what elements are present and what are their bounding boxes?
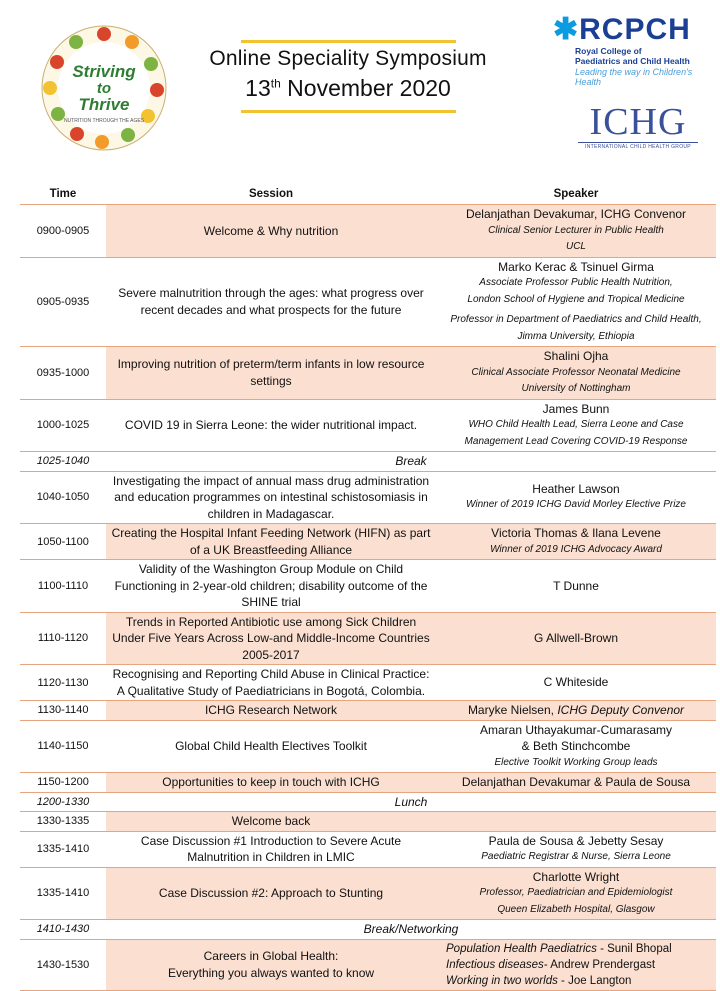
time-cell: 0905-0935 — [20, 257, 106, 347]
time-cell: 1100-1110 — [20, 560, 106, 613]
table-row — [20, 524, 716, 560]
logo-ring-text: NUTRITION THROUGH THE AGES — [63, 118, 145, 124]
session-cell: Case Discussion #2: Approach to Stunting — [106, 867, 436, 920]
speaker-role: University of Nottingham — [521, 383, 631, 394]
event-date — [178, 75, 518, 102]
agenda-body — [20, 205, 716, 991]
careers-item — [440, 973, 712, 989]
logo-word-3: Thrive — [78, 95, 130, 114]
title-bottom-rule — [241, 110, 456, 113]
speaker-name: Maryke Nielsen, ICHG Deputy Convenor — [467, 703, 685, 717]
ichg-wordmark: ICHG — [578, 102, 698, 143]
speaker-role: Winner of 2019 ICHG David Morley Elective Prize — [466, 499, 686, 511]
speaker-role: Queen Elizabeth Hospital, Glasgow — [497, 903, 655, 915]
careers-person: - Sunil Bhopal — [596, 942, 672, 955]
session-line: Everything you always wanted to know — [167, 965, 375, 980]
careers-item — [440, 957, 712, 973]
session-cell: Trends in Reported Antibiotic use among Sick Children Under Five Years Across Low-and Middle-Income Countries 2005-2017 — [106, 612, 436, 665]
table-row — [20, 701, 716, 721]
ichg-logo — [578, 102, 698, 150]
speaker-cell — [436, 720, 716, 773]
break-label: Break/Networking — [106, 920, 716, 940]
session-cell: Creating the Hospital Infant Feeding Network (HIFN) as part of a UK Breastfeeding Alliance — [106, 524, 436, 560]
logo-word-2: to — [96, 80, 112, 97]
break-label: Break — [106, 452, 716, 472]
session-cell: Case Discussion #1 Introduction to Severe Acute Malnutrition in Children in LMIC — [106, 831, 436, 867]
time-cell: 1335-1410 — [20, 867, 106, 920]
speaker-name: & Beth Stinchcombe — [521, 739, 631, 753]
speaker-name: Delanjathan Devakumar & Paula de Sousa — [461, 775, 691, 789]
speaker-role: Professor, Paediatrician and Epidemiologist — [479, 887, 673, 898]
session-cell: ICHG Research Network — [106, 701, 436, 721]
speaker-name: T Dunne — [553, 578, 599, 593]
speaker-cell — [436, 471, 716, 524]
session-cell: Improving nutrition of preterm/term infants in low resource settings — [106, 347, 436, 400]
ichg-org: INTERNATIONAL CHILD HEALTH GROUP — [585, 144, 691, 150]
speaker-name: Heather Lawson — [532, 481, 620, 496]
speaker-cell — [436, 560, 716, 613]
speaker-name: Shalini Ojha — [543, 349, 609, 363]
table-row — [20, 720, 716, 773]
time-cell: 1410-1430 — [20, 920, 106, 940]
speaker-cell — [436, 257, 716, 347]
speaker-name: G Allwell-Brown — [533, 631, 619, 645]
time-cell: 1025-1040 — [20, 452, 106, 472]
date-suffix: th — [270, 76, 281, 91]
table-row — [20, 205, 716, 258]
break-row — [20, 920, 716, 940]
speaker-role: Clinical Senior Lecturer in Public Health — [488, 224, 664, 236]
rcpch-org-line1: Royal College of — [575, 46, 642, 56]
break-row — [20, 452, 716, 472]
agenda-table — [20, 183, 716, 991]
speaker-cell — [436, 701, 716, 721]
rcpch-org-line2: Paediatrics and Child Health — [575, 56, 690, 66]
time-cell: 0900-0905 — [20, 205, 106, 258]
break-row — [20, 792, 716, 812]
rcpch-figure-icon: ✱ — [553, 13, 580, 46]
session-cell: Global Child Health Electives Toolkit — [106, 720, 436, 773]
table-row — [20, 471, 716, 524]
speaker-role: UCL — [565, 241, 586, 252]
careers-topic: Infectious diseases — [446, 958, 544, 971]
speaker-cell — [436, 831, 716, 867]
careers-topic: Population Health Paediatrics — [446, 942, 597, 955]
speaker-name: Amaran Uthayakumar-Cumarasamy — [479, 722, 673, 737]
table-header-row — [20, 183, 716, 205]
table-row — [20, 347, 716, 400]
speaker-cell — [436, 399, 716, 452]
date-day: 13 — [245, 75, 271, 101]
speaker-role: Clinical Associate Professor Neonatal Medicine — [471, 366, 681, 378]
session-cell: Welcome back — [106, 812, 436, 832]
break-label: Lunch — [106, 792, 716, 812]
speaker-cell — [436, 205, 716, 258]
session-cell — [106, 939, 436, 990]
speaker-role: Elective Toolkit Working Group leads — [494, 756, 658, 768]
time-cell: 1120-1130 — [20, 665, 106, 701]
speaker-cell — [436, 773, 716, 793]
session-cell: COVID 19 in Sierra Leone: the wider nutritional impact. — [106, 399, 436, 452]
time-cell: 0935-1000 — [20, 347, 106, 400]
time-cell: 1335-1410 — [20, 831, 106, 867]
time-cell: 1200-1330 — [20, 792, 106, 812]
table-row — [20, 939, 716, 990]
date-rest: November 2020 — [287, 75, 451, 101]
speaker-cell — [436, 867, 716, 920]
striving-to-thrive-logo — [40, 24, 168, 152]
speaker-role: Professor in Department of Paediatrics and Child Health, Jimma University, Ethiopia — [450, 314, 702, 342]
time-cell: 1430-1530 — [20, 939, 106, 990]
title-top-rule — [241, 40, 456, 43]
careers-topic: Working in two worlds — [446, 974, 558, 987]
session-line: Careers in Global Health: — [203, 949, 339, 963]
table-row — [20, 560, 716, 613]
table-row — [20, 665, 716, 701]
table-row — [20, 867, 716, 920]
time-cell: 1130-1140 — [20, 701, 106, 721]
speaker-cell — [436, 665, 716, 701]
speaker-name: Charlotte Wright — [532, 869, 620, 884]
col-time: Time — [20, 183, 106, 205]
rcpch-wordmark: RCPCH — [579, 13, 691, 46]
speaker-role-inline: ICHG Deputy Convenor — [557, 703, 685, 717]
speaker-role: London School of Hygiene and Tropical Medicine — [467, 293, 685, 305]
title-block — [178, 40, 518, 113]
page-title: Online Speciality Symposium — [209, 47, 487, 70]
table-row — [20, 399, 716, 452]
session-cell: Severe malnutrition through the ages: what progress over recent decades and what prospects for the future — [106, 257, 436, 347]
speaker-role: Paediatric Registrar & Nurse, Sierra Leone — [481, 851, 671, 862]
time-cell: 1140-1150 — [20, 720, 106, 773]
speaker-name: Delanjathan Devakumar, ICHG Convenor — [465, 207, 687, 221]
time-cell: 1050-1100 — [20, 524, 106, 560]
logo-word-1: Striving — [72, 62, 136, 81]
rcpch-logo — [553, 14, 718, 87]
time-cell: 1040-1050 — [20, 471, 106, 524]
careers-person: - Joe Langton — [557, 974, 632, 987]
table-row — [20, 831, 716, 867]
speaker-name: James Bunn — [542, 401, 610, 416]
session-cell: Investigating the impact of annual mass drug administration and education programmes on intestinal schistosomiasis in children in Madagascar. — [106, 471, 436, 524]
col-speaker: Speaker — [436, 183, 716, 205]
session-cell: Validity of the Washington Group Module on Child Functioning in 2-year-old children; disability outcome of the SHINE trial — [106, 560, 436, 613]
col-session: Session — [106, 183, 436, 205]
speaker-name: Marko Kerac & Tsinuel Girma — [498, 259, 654, 274]
speaker-cell — [436, 347, 716, 400]
speaker-cell — [436, 812, 716, 832]
time-cell: 1000-1025 — [20, 399, 106, 452]
careers-person: - Andrew Prendergast — [543, 958, 656, 971]
time-cell: 1150-1200 — [20, 773, 106, 793]
table-row — [20, 257, 716, 347]
careers-item — [440, 941, 712, 957]
speaker-role: Associate Professor Public Health Nutrition, — [479, 277, 673, 288]
table-row — [20, 773, 716, 793]
session-cell: Recognising and Reporting Child Abuse in Clinical Practice: A Qualitative Study of Paediatricians in Bogotá, Colombia. — [106, 665, 436, 701]
rcpch-tagline: Leading the way in Children's Health — [575, 67, 693, 87]
speaker-cell — [436, 524, 716, 560]
session-cell: Welcome & Why nutrition — [106, 205, 436, 258]
session-cell: Opportunities to keep in touch with ICHG — [106, 773, 436, 793]
speaker-cell — [436, 939, 716, 990]
table-row — [20, 812, 716, 832]
table-row — [20, 612, 716, 665]
speaker-role: WHO Child Health Lead, Sierra Leone and Case Management Lead Covering COVID-19 Response — [464, 419, 688, 447]
speaker-name: Victoria Thomas & Ilana Levene — [491, 526, 661, 540]
speaker-name: Paula de Sousa & Jebetty Sesay — [488, 833, 664, 848]
speaker-name: C Whiteside — [543, 675, 609, 690]
time-cell: 1330-1335 — [20, 812, 106, 832]
speaker-cell — [436, 612, 716, 665]
time-cell: 1110-1120 — [20, 612, 106, 665]
speaker-role: Winner of 2019 ICHG Advocacy Award — [490, 543, 662, 555]
